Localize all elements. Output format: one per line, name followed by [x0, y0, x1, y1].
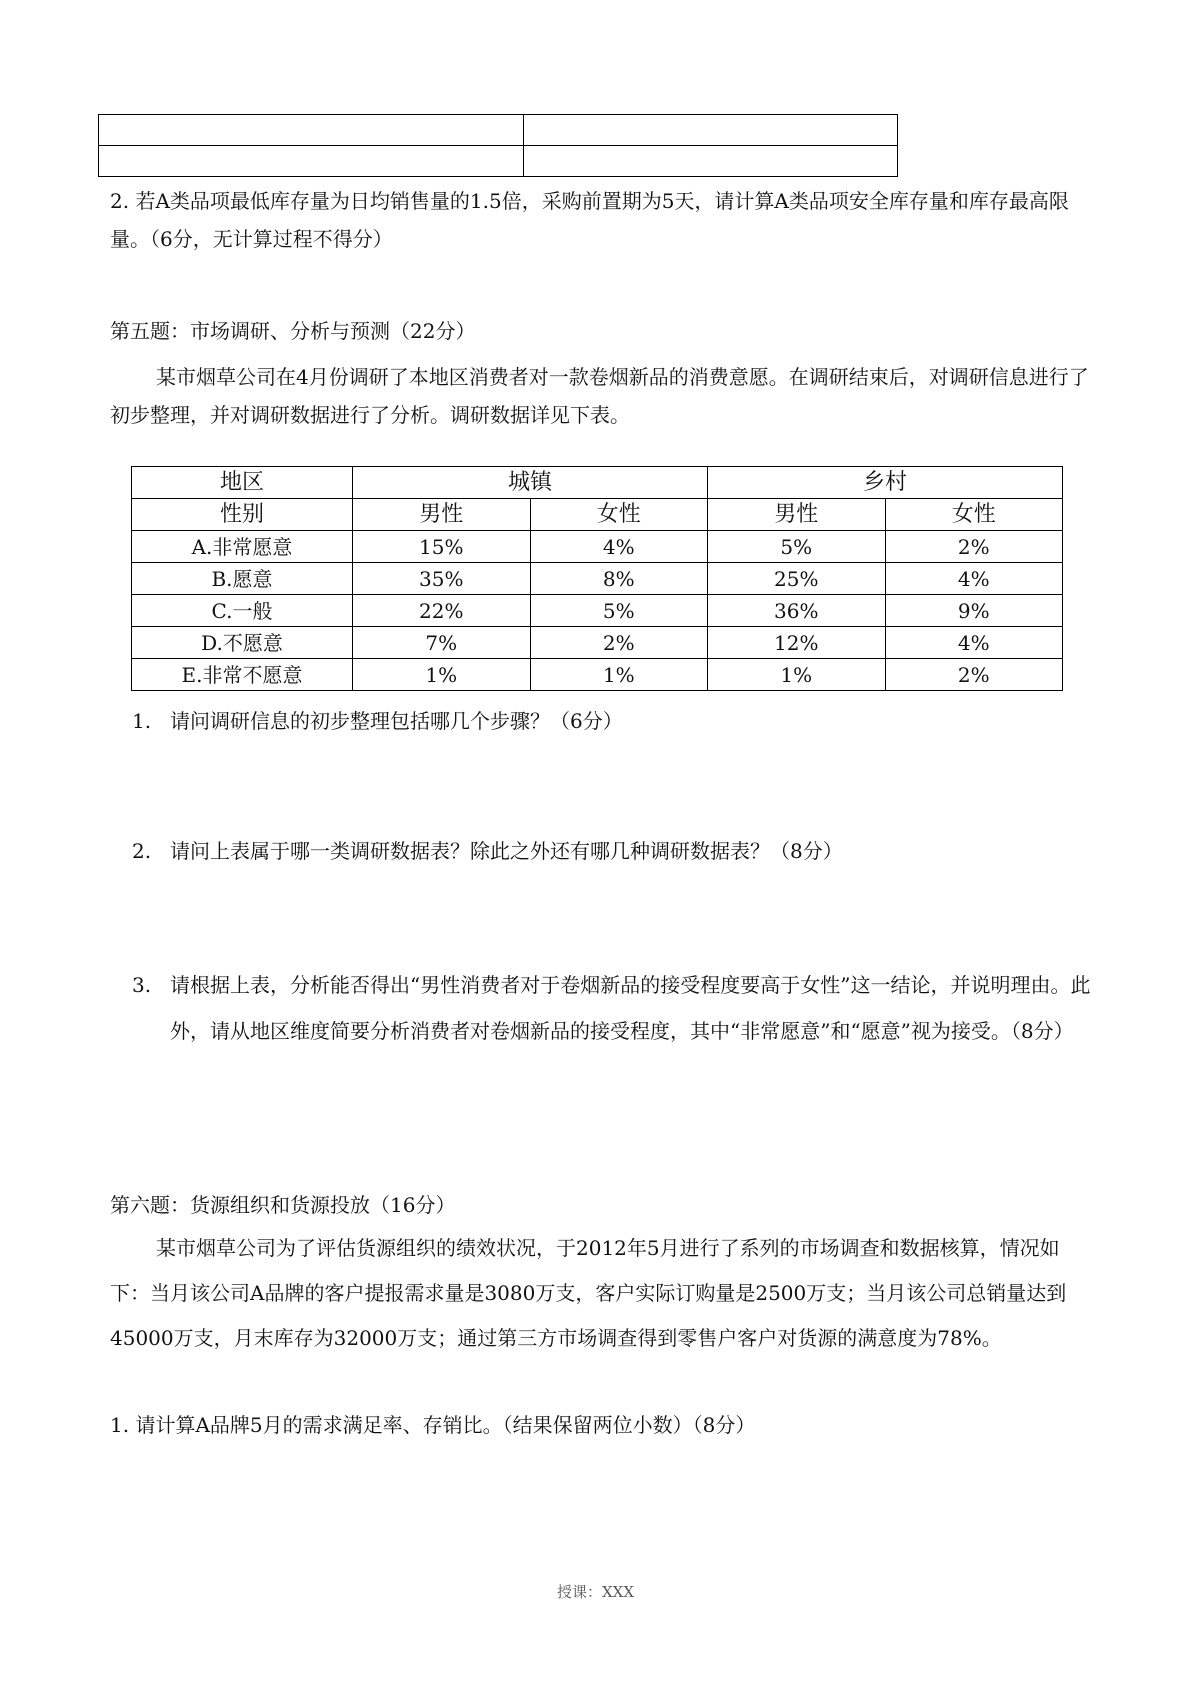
- cell: 35%: [353, 563, 531, 595]
- survey-data-table: [131, 466, 1063, 691]
- cell: 12%: [708, 627, 886, 659]
- q6-item1: 1. 请计算A品牌5月的需求满足率、存销比。（结果保留两位小数）（8分）: [110, 1413, 756, 1437]
- header-urban-male: 男性: [353, 499, 531, 531]
- cell: 2%: [885, 531, 1063, 563]
- cell: 4%: [885, 627, 1063, 659]
- table-row: [99, 115, 898, 146]
- table-row: [99, 146, 898, 177]
- table-row: [132, 499, 1063, 531]
- table-row: [132, 531, 1063, 563]
- answer-table-empty: [98, 114, 898, 177]
- cell: 2%: [530, 627, 708, 659]
- cell: 2%: [885, 659, 1063, 691]
- header-gender: 性别: [132, 499, 353, 531]
- cell: 1%: [530, 659, 708, 691]
- header-rural-male: 男性: [708, 499, 886, 531]
- header-urban-female: 女性: [530, 499, 708, 531]
- row-label: B.愿意: [132, 563, 353, 595]
- row-label: D.不愿意: [132, 627, 353, 659]
- q5-question-2: 2. 请问上表属于哪一类调研数据表？除此之外还有哪几种调研数据表？（8分）: [132, 839, 843, 863]
- q5-intro: 某市烟草公司在4月份调研了本地区消费者对一款卷烟新品的消费意愿。在调研结束后，对调研信息进行了初步整理，并对调研数据进行了分析。调研数据详见下表。: [110, 365, 1089, 427]
- header-rural-female: 女性: [885, 499, 1063, 531]
- header-urban: 城镇: [353, 467, 708, 499]
- q6-title: 第六题：货源组织和货源投放（16分）: [110, 1193, 456, 1217]
- header-region: 地区: [132, 467, 353, 499]
- row-label: C.一般: [132, 595, 353, 627]
- table-row: [132, 659, 1063, 691]
- cell: 5%: [708, 531, 886, 563]
- cell: 4%: [885, 563, 1063, 595]
- cell: 1%: [708, 659, 886, 691]
- q5-question-3: 3. 请根据上表，分析能否得出“男性消费者对于卷烟新品的接受程度要高于女性”这一结论，并说明理由。此外，请从地区维度简要分析消费者对卷烟新品的接受程度，其中“非常愿意”和“愿意”视为接受。（8分）: [132, 973, 1091, 1043]
- table-row: [132, 563, 1063, 595]
- cell: 25%: [708, 563, 886, 595]
- q5-title: 第五题：市场调研、分析与预测（22分）: [110, 319, 476, 343]
- cell: 1%: [353, 659, 531, 691]
- q4-item2: 2. 若A类品项最低库存量为日均销售量的1.5倍，采购前置期为5天，请计算A类品项安全库存量和库存最高限量。（6分，无计算过程不得分）: [110, 189, 1069, 251]
- q5-question-1: 1. 请问调研信息的初步整理包括哪几个步骤？（6分）: [132, 709, 623, 733]
- cell: 36%: [708, 595, 886, 627]
- cell: 15%: [353, 531, 531, 563]
- cell: 8%: [530, 563, 708, 595]
- cell: 4%: [530, 531, 708, 563]
- cell: 5%: [530, 595, 708, 627]
- row-label: E.非常不愿意: [132, 659, 353, 691]
- q6-intro: 某市烟草公司为了评估货源组织的绩效状况，于2012年5月进行了系列的市场调查和数据核算，情况如下：当月该公司A品牌的客户提报需求量是3080万支，客户实际订购量是2500万支；当月该公司总销量达到45000万支，月末库存为32000万支；通过第三方市场调查得到零售户客户对货源的满意度为78%。: [110, 1236, 1067, 1350]
- cell: 9%: [885, 595, 1063, 627]
- table-row: [132, 467, 1063, 499]
- cell: 22%: [353, 595, 531, 627]
- page-footer: 授课：XXX: [556, 1583, 635, 1601]
- table-row: [132, 595, 1063, 627]
- row-label: A.非常愿意: [132, 531, 353, 563]
- table-row: [132, 627, 1063, 659]
- cell: 7%: [353, 627, 531, 659]
- header-rural: 乡村: [708, 467, 1063, 499]
